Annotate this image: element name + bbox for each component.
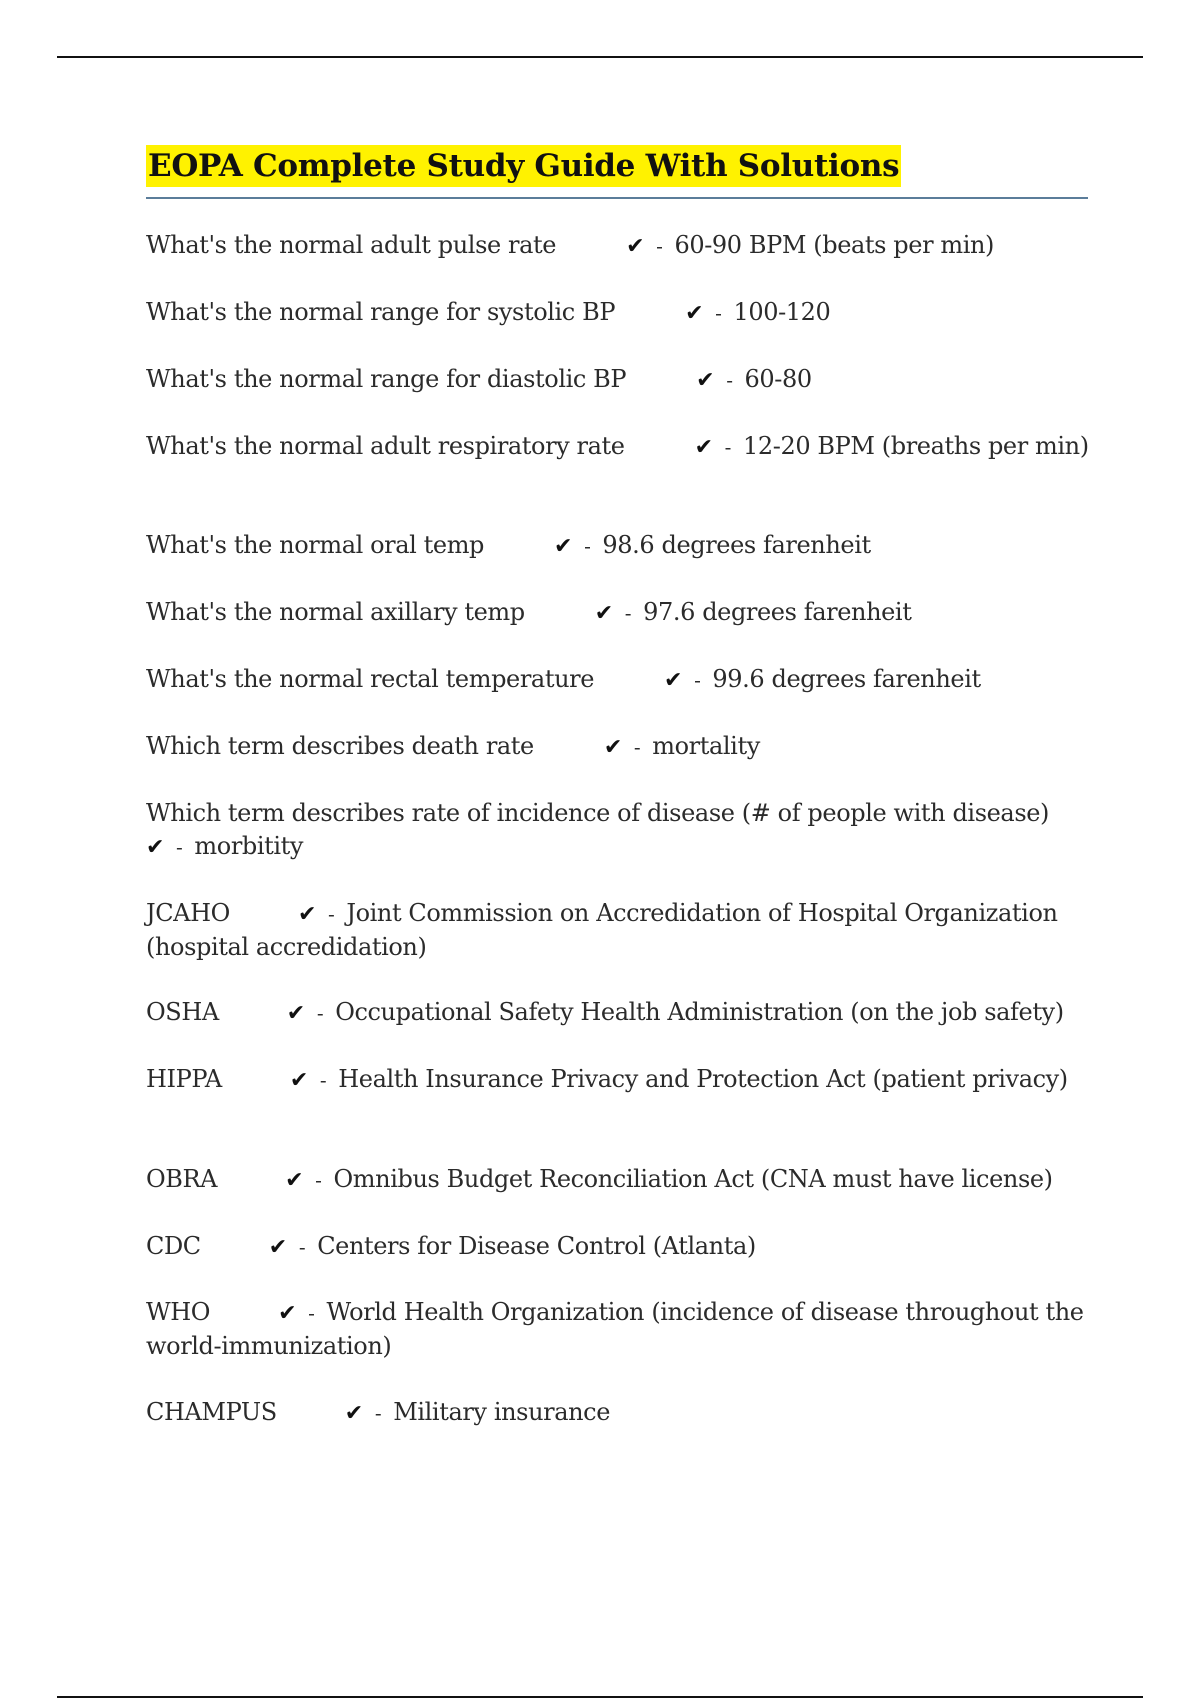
check-icon: ✔ [344,1401,363,1426]
dash-separator: - [656,234,663,258]
check-icon: ✔ [685,301,704,326]
qa-item-oral-temp [146,529,1091,563]
answer-text: 60-80 [744,365,812,393]
dash-separator: - [327,902,335,926]
answer-text: 12-20 BPM (breaths per min) [743,432,1089,460]
check-icon: ✔ [626,234,645,259]
qa-item-pulse-rate [146,229,1091,263]
question-text: What's the normal axillary temp [146,598,525,626]
answer-text: Military insurance [393,1398,611,1426]
question-text: Which term describes rate of incidence of disease (# of people with disease) [146,799,1050,827]
qa-item-osha [146,996,1091,1030]
check-icon: ✔ [278,1301,297,1326]
qa-item-jcaho [146,897,1091,964]
qa-item-systolic-bp [146,296,1091,330]
question-text: WHO [146,1298,211,1326]
check-icon: ✔ [268,1235,287,1260]
question-text: OBRA [146,1165,218,1193]
document-title: EOPA Complete Study Guide With Solutions [146,145,901,187]
qa-item-axillary-temp [146,596,1091,630]
page-bottom-rule [57,1696,1143,1698]
dash-separator: - [308,1301,315,1325]
dash-separator: - [715,301,722,325]
qa-item-incidence-rate [146,797,1091,864]
question-text: Which term describes death rate [146,732,534,760]
check-icon: ✔ [694,435,713,460]
question-text: What's the normal range for diastolic BP [146,365,627,393]
check-icon: ✔ [146,835,165,860]
check-icon: ✔ [664,668,683,693]
dash-separator: - [694,668,701,692]
check-icon: ✔ [696,368,715,393]
question-text: What's the normal oral temp [146,531,485,559]
answer-text: Centers for Disease Control (Atlanta) [317,1232,756,1260]
answer-text: Omnibus Budget Reconciliation Act (CNA must have license) [333,1165,1053,1193]
check-icon: ✔ [285,1168,304,1193]
qa-item-cdc [146,1230,1091,1264]
dash-separator: - [633,735,641,759]
dash-separator: - [319,1068,327,1092]
answer-text: 99.6 degrees farenheit [712,665,981,693]
answer-text: Joint Commission on Accredidation of Hospital Organization (hospital accredidation) [146,899,1058,961]
check-icon: ✔ [289,1068,308,1093]
qa-item-champus [146,1396,1091,1430]
answer-text: 100-120 [733,298,831,326]
answer-text: Occupational Safety Health Administration (on the job safety) [335,998,1064,1026]
qa-item-rectal-temp [146,663,1091,697]
qa-item-who [146,1296,1091,1363]
question-text: CHAMPUS [146,1398,277,1426]
dash-separator: - [176,835,183,859]
check-icon: ✔ [554,534,573,559]
qa-item-hippa [146,1063,1091,1097]
dash-separator: - [624,601,632,625]
check-icon: ✔ [603,735,622,760]
dash-separator: - [724,435,731,459]
check-icon: ✔ [297,902,316,927]
check-icon: ✔ [286,1001,305,1026]
question-text: CDC [146,1232,201,1260]
answer-text: morbitity [194,832,304,860]
dash-separator: - [315,1168,322,1192]
page-top-rule [57,56,1143,58]
qa-item-death-rate [146,730,1091,764]
dash-separator: - [298,1235,306,1259]
check-icon: ✔ [594,601,613,626]
question-text: What's the normal rectal temperature [146,665,595,693]
title-block [146,145,1088,199]
answer-text: 60-90 BPM (beats per min) [674,231,995,259]
answer-text: World Health Organization (incidence of disease throughout the world-immunization) [146,1298,1084,1360]
answer-text: 98.6 degrees farenheit [602,531,871,559]
qa-item-obra [146,1163,1091,1197]
dash-separator: - [374,1401,382,1425]
qa-item-diastolic-bp [146,363,1091,397]
qa-item-respiratory-rate [146,430,1091,464]
answer-text: mortality [652,732,760,760]
dash-separator: - [316,1001,324,1025]
answer-text: Health Insurance Privacy and Protection Act (patient privacy) [338,1065,1068,1093]
question-text: OSHA [146,998,219,1026]
answer-text: 97.6 degrees farenheit [643,598,912,626]
question-text: JCAHO [146,899,230,927]
question-text: What's the normal adult respiratory rate [146,432,625,460]
dash-separator: - [584,534,591,558]
dash-separator: - [726,368,733,392]
question-text: What's the normal range for systolic BP [146,298,616,326]
question-text: HIPPA [146,1065,222,1093]
question-text: What's the normal adult pulse rate [146,231,557,259]
